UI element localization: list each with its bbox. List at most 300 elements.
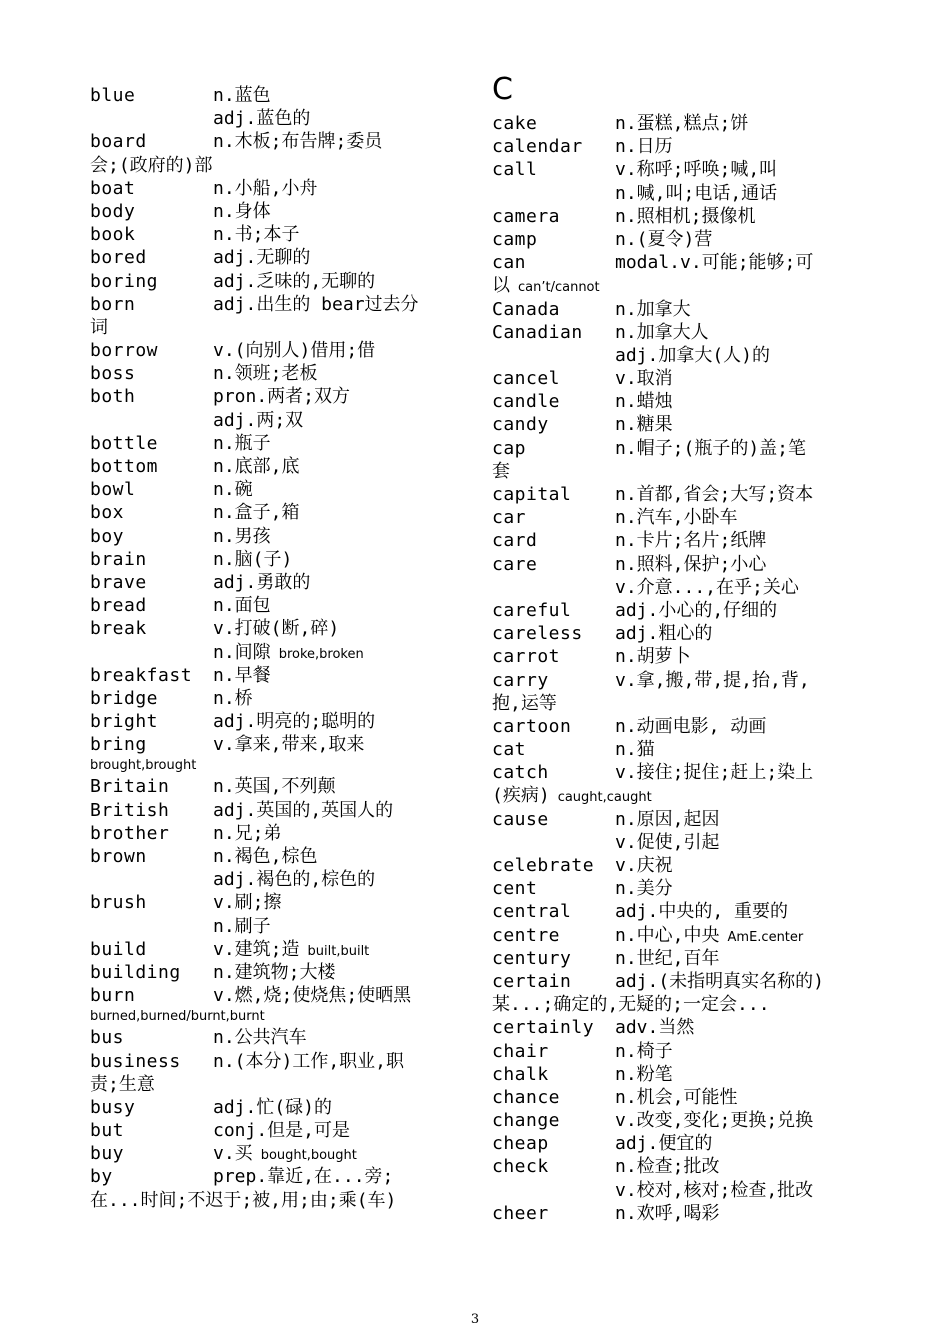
definition-text: adj.勇敢的 bbox=[213, 571, 311, 593]
inflection-note: burned,burned/burnt,burnt bbox=[90, 1009, 265, 1025]
continuation-text: 某...;确定的,无疑的;一定会... bbox=[492, 994, 770, 1016]
definition-text: n.书;本子 bbox=[213, 224, 300, 246]
entry-line bbox=[90, 177, 462, 200]
entry-line bbox=[90, 938, 462, 961]
definition bbox=[615, 761, 813, 784]
entry-line bbox=[492, 413, 864, 436]
headword: born bbox=[90, 293, 136, 315]
entry-line bbox=[90, 200, 462, 223]
headword: chair bbox=[492, 1040, 549, 1062]
definition bbox=[213, 339, 375, 362]
entry-line bbox=[90, 617, 462, 640]
headword: carry bbox=[492, 669, 549, 691]
headword: British bbox=[90, 799, 170, 821]
entry-line bbox=[492, 321, 864, 344]
definition bbox=[615, 1202, 720, 1225]
continuation-text: 在...时间;不迟于;被,用;由;乘(车) bbox=[90, 1189, 397, 1211]
entry-line bbox=[90, 548, 462, 571]
definition-text: n.帽子;(瓶子的)盖;笔 bbox=[615, 437, 807, 459]
headword: call bbox=[492, 159, 538, 181]
definition-continuation bbox=[90, 316, 108, 339]
entry-line bbox=[90, 316, 462, 339]
definition bbox=[615, 182, 777, 205]
definition-text: n.身体 bbox=[213, 200, 271, 222]
headword: bowl bbox=[90, 479, 136, 501]
headword: brown bbox=[90, 846, 147, 867]
entry-line bbox=[492, 947, 864, 970]
definition-text: n.(夏令)营 bbox=[615, 228, 713, 250]
headword: building bbox=[90, 961, 181, 983]
headword: candle bbox=[492, 391, 561, 413]
headword: boring bbox=[90, 270, 159, 292]
headword: bored bbox=[90, 247, 147, 269]
definition bbox=[213, 710, 375, 733]
definition bbox=[213, 84, 271, 107]
definition-text: n.瓶子 bbox=[213, 432, 271, 454]
definition-text: adj.(未指明真实名称的) bbox=[615, 970, 825, 992]
definition bbox=[615, 831, 720, 854]
entry-line bbox=[492, 205, 864, 228]
left-column bbox=[90, 84, 462, 1212]
entry-line bbox=[492, 738, 864, 761]
entry-line bbox=[90, 478, 462, 501]
definition bbox=[213, 868, 375, 891]
definition bbox=[615, 715, 766, 738]
entry-line bbox=[492, 460, 864, 483]
entry-line bbox=[492, 553, 864, 576]
definition bbox=[213, 501, 300, 524]
definition bbox=[615, 1086, 738, 1109]
definition-continuation bbox=[492, 993, 770, 1016]
definition-text: n.木板;布告牌;委员 bbox=[213, 131, 383, 153]
definition bbox=[213, 733, 364, 756]
definition bbox=[615, 645, 691, 668]
definition-continuation bbox=[90, 154, 213, 177]
entry-line bbox=[492, 274, 864, 297]
headword: card bbox=[492, 530, 538, 552]
definition-text: n.间隙 bbox=[213, 641, 271, 663]
entry-line bbox=[90, 641, 462, 664]
entry-line bbox=[492, 344, 864, 367]
definition-text: n.美分 bbox=[615, 878, 673, 900]
definition bbox=[213, 270, 375, 293]
continuation-text: 套 bbox=[492, 460, 510, 482]
entry-line bbox=[90, 687, 462, 710]
definition-text: n.糖果 bbox=[615, 414, 673, 436]
definition-text: adj.忙(碌)的 bbox=[213, 1096, 333, 1118]
entry-line bbox=[90, 1073, 462, 1096]
inflection-note: AmE.center bbox=[727, 929, 804, 945]
entry-line bbox=[492, 182, 864, 205]
headword: by bbox=[90, 1166, 113, 1188]
definition bbox=[213, 1119, 350, 1142]
headword: chalk bbox=[492, 1063, 549, 1085]
continuation-text: (疾病) bbox=[492, 785, 550, 807]
definition bbox=[615, 1155, 720, 1178]
definition bbox=[615, 854, 673, 877]
definition bbox=[213, 246, 310, 269]
definition bbox=[213, 617, 339, 640]
definition-text: pron.两者;双方 bbox=[213, 386, 351, 408]
headword: bright bbox=[90, 711, 159, 733]
definition-continuation bbox=[492, 274, 600, 299]
definition-text: n.首都,省会;大写;资本 bbox=[615, 484, 814, 505]
headword: change bbox=[492, 1110, 561, 1132]
definition-text: v.刷;擦 bbox=[213, 892, 282, 914]
entry-line bbox=[90, 84, 462, 107]
entry-line bbox=[90, 868, 462, 891]
definition bbox=[615, 413, 673, 436]
definition bbox=[615, 437, 806, 460]
inflection-note: brought,brought bbox=[90, 758, 197, 774]
definition bbox=[213, 478, 253, 501]
entry-line bbox=[492, 622, 864, 645]
entry-line bbox=[492, 1202, 864, 1225]
definition-text: n.蓝色 bbox=[213, 85, 271, 106]
headword: boy bbox=[90, 525, 125, 547]
headword: cap bbox=[492, 437, 527, 459]
entry-line bbox=[492, 599, 864, 622]
definition bbox=[213, 891, 282, 914]
headword: busy bbox=[90, 1096, 136, 1118]
definition-text: n.蛋糕,糕点;饼 bbox=[615, 113, 749, 134]
definition-text: n.欢呼,喝彩 bbox=[615, 1202, 720, 1224]
headword: central bbox=[492, 901, 572, 923]
definition-text: n.加拿大人 bbox=[615, 321, 709, 343]
definition-text: n.桥 bbox=[213, 687, 253, 709]
headword: build bbox=[90, 938, 147, 960]
entry-line bbox=[492, 506, 864, 529]
definition-text: v.取消 bbox=[615, 368, 673, 390]
definition bbox=[615, 900, 788, 923]
headword: cent bbox=[492, 878, 538, 900]
entry-line bbox=[90, 1119, 462, 1142]
entry-line bbox=[492, 970, 864, 993]
definition bbox=[213, 525, 271, 548]
headword: century bbox=[492, 947, 572, 969]
definition bbox=[615, 390, 673, 413]
headword: brave bbox=[90, 571, 147, 593]
entry-line bbox=[90, 822, 462, 845]
definition bbox=[615, 1040, 673, 1063]
definition bbox=[213, 915, 271, 938]
entry-line bbox=[90, 733, 462, 756]
entry-line bbox=[492, 367, 864, 390]
entry-line bbox=[90, 246, 462, 269]
entry-line bbox=[90, 432, 462, 455]
definition bbox=[615, 924, 803, 949]
definition bbox=[213, 1026, 307, 1049]
headword: cat bbox=[492, 739, 527, 761]
definition-text: v.校对,核对;检查,批改 bbox=[615, 1179, 814, 1201]
definition-text: v.买 bbox=[213, 1143, 253, 1165]
entry-line bbox=[90, 525, 462, 548]
headword: certainly bbox=[492, 1017, 595, 1039]
entry-line bbox=[492, 228, 864, 251]
definition bbox=[615, 298, 691, 321]
definition-text: adv.当然 bbox=[615, 1017, 695, 1039]
entry-line bbox=[90, 455, 462, 478]
definition-text: prep.靠近,在...旁; bbox=[213, 1166, 394, 1188]
entry-line bbox=[492, 576, 864, 599]
definition bbox=[615, 1063, 673, 1086]
definition bbox=[213, 200, 271, 223]
definition-text: n.英国,不列颠 bbox=[213, 776, 336, 798]
headword: breakfast bbox=[90, 664, 193, 686]
inflection-note: built,built bbox=[307, 943, 370, 959]
definition-text: n.兄;弟 bbox=[213, 822, 282, 844]
entry-line bbox=[90, 710, 462, 733]
headword: Britain bbox=[90, 776, 170, 798]
page-number: 3 bbox=[470, 1312, 480, 1327]
definition bbox=[615, 529, 766, 552]
headword: camp bbox=[492, 228, 538, 250]
definition-text: n.领班;老板 bbox=[213, 363, 318, 385]
entry-line bbox=[492, 298, 864, 321]
entry-line bbox=[90, 845, 462, 868]
definition-text: n.日历 bbox=[615, 136, 673, 158]
entry-line bbox=[492, 1109, 864, 1132]
definition-text: n.小船,小舟 bbox=[213, 177, 318, 199]
definition bbox=[213, 571, 310, 594]
definition-text: v.促使,引起 bbox=[615, 831, 720, 853]
definition-text: n.褐色,棕色 bbox=[213, 846, 318, 867]
definition bbox=[213, 687, 253, 710]
definition bbox=[213, 293, 419, 316]
headword: calendar bbox=[492, 136, 583, 158]
entry-line bbox=[90, 1050, 462, 1073]
entry-line bbox=[90, 799, 462, 822]
definition-text: adj.褐色的,棕色的 bbox=[213, 869, 376, 891]
definition bbox=[615, 738, 655, 761]
definition bbox=[615, 970, 824, 993]
definition-text: n.粉笔 bbox=[615, 1063, 673, 1085]
entry-line bbox=[90, 293, 462, 316]
definition-text: n.汽车,小卧车 bbox=[615, 507, 738, 529]
entry-line bbox=[492, 645, 864, 668]
entry-line bbox=[90, 130, 462, 153]
headword: certain bbox=[492, 970, 572, 992]
definition-text: v.改变,变化;更换;兑换 bbox=[615, 1110, 814, 1132]
definition bbox=[213, 455, 300, 478]
entry-line bbox=[492, 924, 864, 947]
definition bbox=[213, 1165, 393, 1188]
headword: check bbox=[492, 1156, 549, 1178]
headword: cartoon bbox=[492, 715, 572, 737]
definition-text: n.加拿大 bbox=[615, 298, 691, 320]
definition-text: n.公共汽车 bbox=[213, 1027, 307, 1049]
headword: bring bbox=[90, 734, 147, 756]
definition-text: v.拿,搬,带,提,抬,背, bbox=[615, 669, 810, 691]
definition-text: n.胡萝卜 bbox=[615, 646, 691, 668]
headword: celebrate bbox=[492, 855, 595, 876]
headword: bridge bbox=[90, 687, 159, 709]
definition-text: n.早餐 bbox=[213, 664, 271, 686]
entry-line bbox=[492, 1132, 864, 1155]
entry-line bbox=[90, 915, 462, 938]
headword: can bbox=[492, 252, 527, 274]
entry-line bbox=[492, 854, 864, 877]
entry-line bbox=[90, 571, 462, 594]
headword: bus bbox=[90, 1027, 125, 1049]
headword: business bbox=[90, 1050, 181, 1072]
entry-line bbox=[90, 1096, 462, 1119]
headword: cheer bbox=[492, 1202, 549, 1224]
continuation-text: 会;(政府的)部 bbox=[90, 154, 213, 176]
definition bbox=[615, 622, 712, 645]
headword: cancel bbox=[492, 368, 561, 390]
right-column bbox=[492, 72, 864, 1225]
definition bbox=[615, 1109, 813, 1132]
definition-continuation bbox=[90, 1073, 155, 1096]
entry-line bbox=[492, 1063, 864, 1086]
headword: chance bbox=[492, 1086, 561, 1108]
definition bbox=[615, 1132, 712, 1155]
entry-line bbox=[492, 784, 864, 807]
definition-text: n.世纪,百年 bbox=[615, 947, 720, 969]
definition bbox=[615, 205, 756, 228]
definition bbox=[213, 1050, 404, 1073]
entry-line bbox=[492, 483, 864, 506]
definition bbox=[615, 1016, 694, 1039]
definition-text: adj.出生的 bear过去分 bbox=[213, 293, 419, 315]
definition bbox=[615, 669, 810, 692]
headword: cheap bbox=[492, 1133, 549, 1155]
definition bbox=[615, 1179, 813, 1202]
definition-text: adj.两;双 bbox=[213, 409, 304, 431]
definition-text: conj.但是,可是 bbox=[213, 1120, 351, 1142]
continuation-text: 责;生意 bbox=[90, 1073, 155, 1095]
definition-text: n.蜡烛 bbox=[615, 391, 673, 413]
definition bbox=[213, 177, 318, 200]
entry-line bbox=[492, 135, 864, 158]
definition bbox=[213, 223, 300, 246]
entry-line bbox=[492, 993, 864, 1016]
entry-line bbox=[492, 808, 864, 831]
definition-text: v.庆祝 bbox=[615, 855, 673, 876]
entry-line bbox=[90, 223, 462, 246]
headword: bottle bbox=[90, 432, 159, 454]
definition-text: adj.无聊的 bbox=[213, 247, 311, 269]
entry-line bbox=[90, 362, 462, 385]
headword: Canada bbox=[492, 298, 561, 320]
entry-line bbox=[90, 1026, 462, 1049]
definition-text: adj.蓝色的 bbox=[213, 108, 311, 130]
headword: board bbox=[90, 131, 147, 153]
entry-line bbox=[492, 669, 864, 692]
headword: careful bbox=[492, 599, 572, 621]
headword: bread bbox=[90, 595, 147, 617]
headword: body bbox=[90, 200, 136, 222]
headword: book bbox=[90, 224, 136, 246]
entry-line bbox=[492, 1155, 864, 1178]
definition bbox=[615, 483, 813, 506]
headword: burn bbox=[90, 985, 136, 1007]
headword: box bbox=[90, 502, 125, 524]
definition-text: n.脑(子) bbox=[213, 548, 293, 570]
headword: boss bbox=[90, 363, 136, 385]
headword: centre bbox=[492, 924, 561, 946]
definition bbox=[615, 599, 777, 622]
definition bbox=[213, 548, 292, 571]
definition-text: adj.便宜的 bbox=[615, 1133, 713, 1155]
definition-continuation bbox=[90, 1189, 396, 1212]
entry-line bbox=[492, 1016, 864, 1039]
inflection-note: bought,bought bbox=[260, 1148, 357, 1164]
entry-line bbox=[492, 1179, 864, 1202]
entry-line bbox=[492, 831, 864, 854]
headword: care bbox=[492, 553, 538, 575]
definition bbox=[213, 664, 271, 687]
entry-line bbox=[492, 390, 864, 413]
headword: brother bbox=[90, 822, 170, 844]
definition-text: n.猫 bbox=[615, 739, 655, 761]
definition-text: v.建筑;造 bbox=[213, 938, 300, 960]
headword: break bbox=[90, 618, 147, 640]
definition bbox=[213, 822, 282, 845]
entry-line bbox=[492, 1040, 864, 1063]
definition-text: n.原因,起因 bbox=[615, 808, 720, 830]
definition bbox=[213, 775, 336, 798]
definition bbox=[213, 984, 411, 1007]
entry-line bbox=[90, 154, 462, 177]
entry-line bbox=[492, 877, 864, 900]
definition-text: adj.乏味的,无聊的 bbox=[213, 270, 376, 292]
definition-text: v.称呼;呼唤;喊,叫 bbox=[615, 159, 778, 181]
headword: carrot bbox=[492, 646, 561, 668]
headword: boat bbox=[90, 177, 136, 199]
headword: careless bbox=[492, 623, 583, 645]
definition bbox=[213, 961, 336, 984]
continuation-text: 抱,运等 bbox=[492, 692, 557, 714]
headword: Canadian bbox=[492, 321, 583, 343]
definition-text: n.中心,中央 bbox=[615, 924, 720, 946]
definition-text: n.椅子 bbox=[615, 1040, 673, 1062]
entry-line bbox=[492, 529, 864, 552]
definition bbox=[615, 576, 799, 599]
definition-text: n.盒子,箱 bbox=[213, 502, 300, 524]
headword: blue bbox=[90, 85, 136, 106]
definition bbox=[213, 409, 303, 432]
definition-text: adj.中央的, 重要的 bbox=[615, 901, 789, 923]
headword: but bbox=[90, 1120, 125, 1142]
definition-text: v.燃,烧;使烧焦;使晒黑 bbox=[213, 985, 412, 1007]
definition bbox=[615, 947, 720, 970]
definition bbox=[213, 1142, 357, 1167]
definition-text: v.接住;捉住;赶上;染上 bbox=[615, 762, 814, 784]
definition bbox=[213, 641, 364, 666]
definition bbox=[213, 432, 271, 455]
definition-text: v.打破(断,碎) bbox=[213, 618, 340, 640]
headword: capital bbox=[492, 484, 572, 505]
definition-text: n.照相机;摄像机 bbox=[615, 205, 756, 227]
definition bbox=[213, 385, 350, 408]
headword: brain bbox=[90, 548, 147, 570]
definition-text: n.碗 bbox=[213, 479, 253, 501]
definition-text: adj.英国的,英国人的 bbox=[213, 799, 394, 821]
entry-line bbox=[90, 270, 462, 293]
entry-line bbox=[90, 961, 462, 984]
definition bbox=[615, 344, 770, 367]
headword: candy bbox=[492, 414, 549, 436]
definition-continuation bbox=[492, 460, 510, 483]
definition bbox=[615, 506, 738, 529]
entry-line bbox=[492, 692, 864, 715]
definition-text: v.拿来,带来,取来 bbox=[213, 734, 365, 756]
definition-text: n.机会,可能性 bbox=[615, 1086, 738, 1108]
entry-line bbox=[90, 339, 462, 362]
headword: car bbox=[492, 507, 527, 529]
